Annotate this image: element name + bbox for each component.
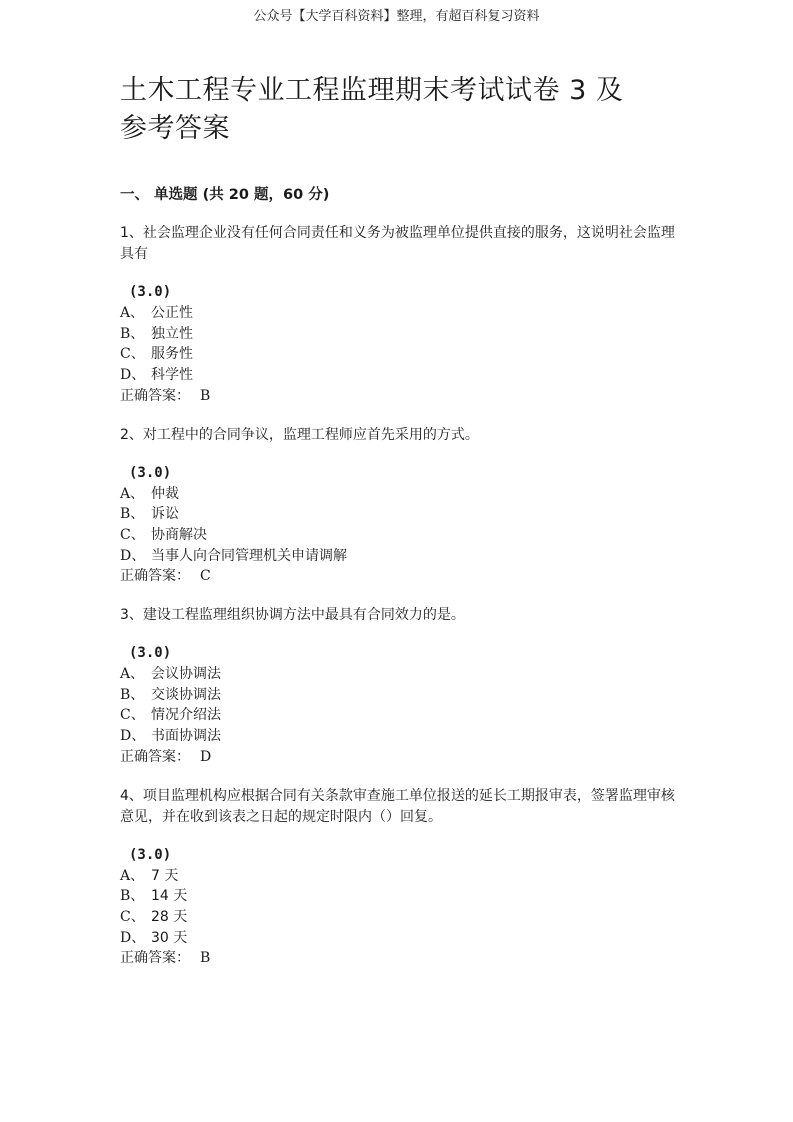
answer-label: 正确答案： [120,950,190,967]
option-d [120,726,680,747]
question-score: (3.0) [129,645,172,662]
option-text: 公正性 [151,305,193,321]
question-2 [120,425,680,588]
option-letter: C、 [120,526,145,543]
answer-value: D [200,748,212,765]
correct-answer [120,948,680,969]
title-line-1: 土木工程专业工程监理期末考试试卷 3 及 [120,75,624,106]
option-letter: B、 [120,325,145,342]
option-letter: D、 [120,929,146,946]
correct-answer [120,747,680,768]
question-score: (3.0) [129,464,172,481]
option-letter: A、 [120,666,145,683]
header-note: 公众号【大学百科资料】整理，有超百科复习资料 [253,9,540,24]
option-text: 当事人向合同管理机关申请调解 [151,547,347,564]
option-letter: C、 [120,908,145,925]
option-a [120,866,680,887]
option-text: 交谈协调法 [151,686,221,703]
section-heading: 一、 单选题 (共 20 题，60 分) [120,187,330,203]
option-c [120,705,680,726]
question-4 [120,786,680,970]
option-letter: B、 [120,888,145,905]
option-letter: D、 [120,367,146,384]
option-text: 仲裁 [151,485,179,502]
option-letter: A、 [120,305,145,321]
option-b [120,504,680,525]
option-text: 服务性 [151,346,193,363]
answer-value: B [200,950,211,967]
option-letter: C、 [120,346,145,363]
option-a [120,303,680,324]
option-b [120,324,680,345]
option-c [120,907,680,928]
option-c [120,525,680,546]
option-c [120,344,680,365]
answer-value: B [200,387,211,404]
option-text: 14 天 [151,888,188,905]
title-line-2: 参考答案 [120,113,230,144]
option-text: 协商解决 [151,526,207,543]
option-d [120,546,680,567]
option-text: 诉讼 [151,506,179,523]
question-list [120,223,680,969]
option-text: 7 天 [151,867,179,884]
option-a [120,664,680,685]
question-text: 2、对工程中的合同争议，监理工程师应首先采用的方式。 [120,426,479,443]
option-text: 独立性 [151,325,193,342]
answer-label: 正确答案： [120,748,190,765]
option-text: 28 天 [151,908,188,925]
option-d [120,928,680,949]
option-b [120,685,680,706]
answer-label: 正确答案： [120,387,190,404]
question-score: (3.0) [129,284,172,300]
correct-answer [120,566,680,587]
option-a [120,484,680,505]
option-letter: B、 [120,686,145,703]
option-letter: D、 [120,547,146,564]
answer-label: 正确答案： [120,568,190,585]
question-text: 1、社会监理企业没有任何合同责任和义务为被监理单位提供直接的服务，这说明社会监理具有 [120,225,675,262]
option-text: 30 天 [151,929,188,946]
option-text: 科学性 [151,367,193,384]
option-letter: D、 [120,728,146,745]
option-letter: B、 [120,506,145,523]
question-3 [120,605,680,768]
question-score: (3.0) [129,846,172,863]
option-d [120,365,680,386]
option-text: 会议协调法 [151,666,221,683]
correct-answer [120,386,680,407]
answer-value: C [200,568,211,585]
option-b [120,886,680,907]
option-text: 情况介绍法 [151,707,221,724]
document-title [120,72,680,148]
document-body [120,72,680,969]
question-text: 4、项目监理机构应根据合同有关条款审查施工单位报送的延长工期报审表，签署监理审核意见，并在收到该表之日起的规定时限内（）回复。 [120,787,675,825]
option-text: 书面协调法 [151,728,221,745]
option-letter: C、 [120,707,145,724]
question-text: 3、建设工程监理组织协调方法中最具有合同效力的是。 [120,607,465,624]
option-letter: A、 [120,485,145,502]
option-letter: A、 [120,867,145,884]
question-1 [120,223,680,407]
